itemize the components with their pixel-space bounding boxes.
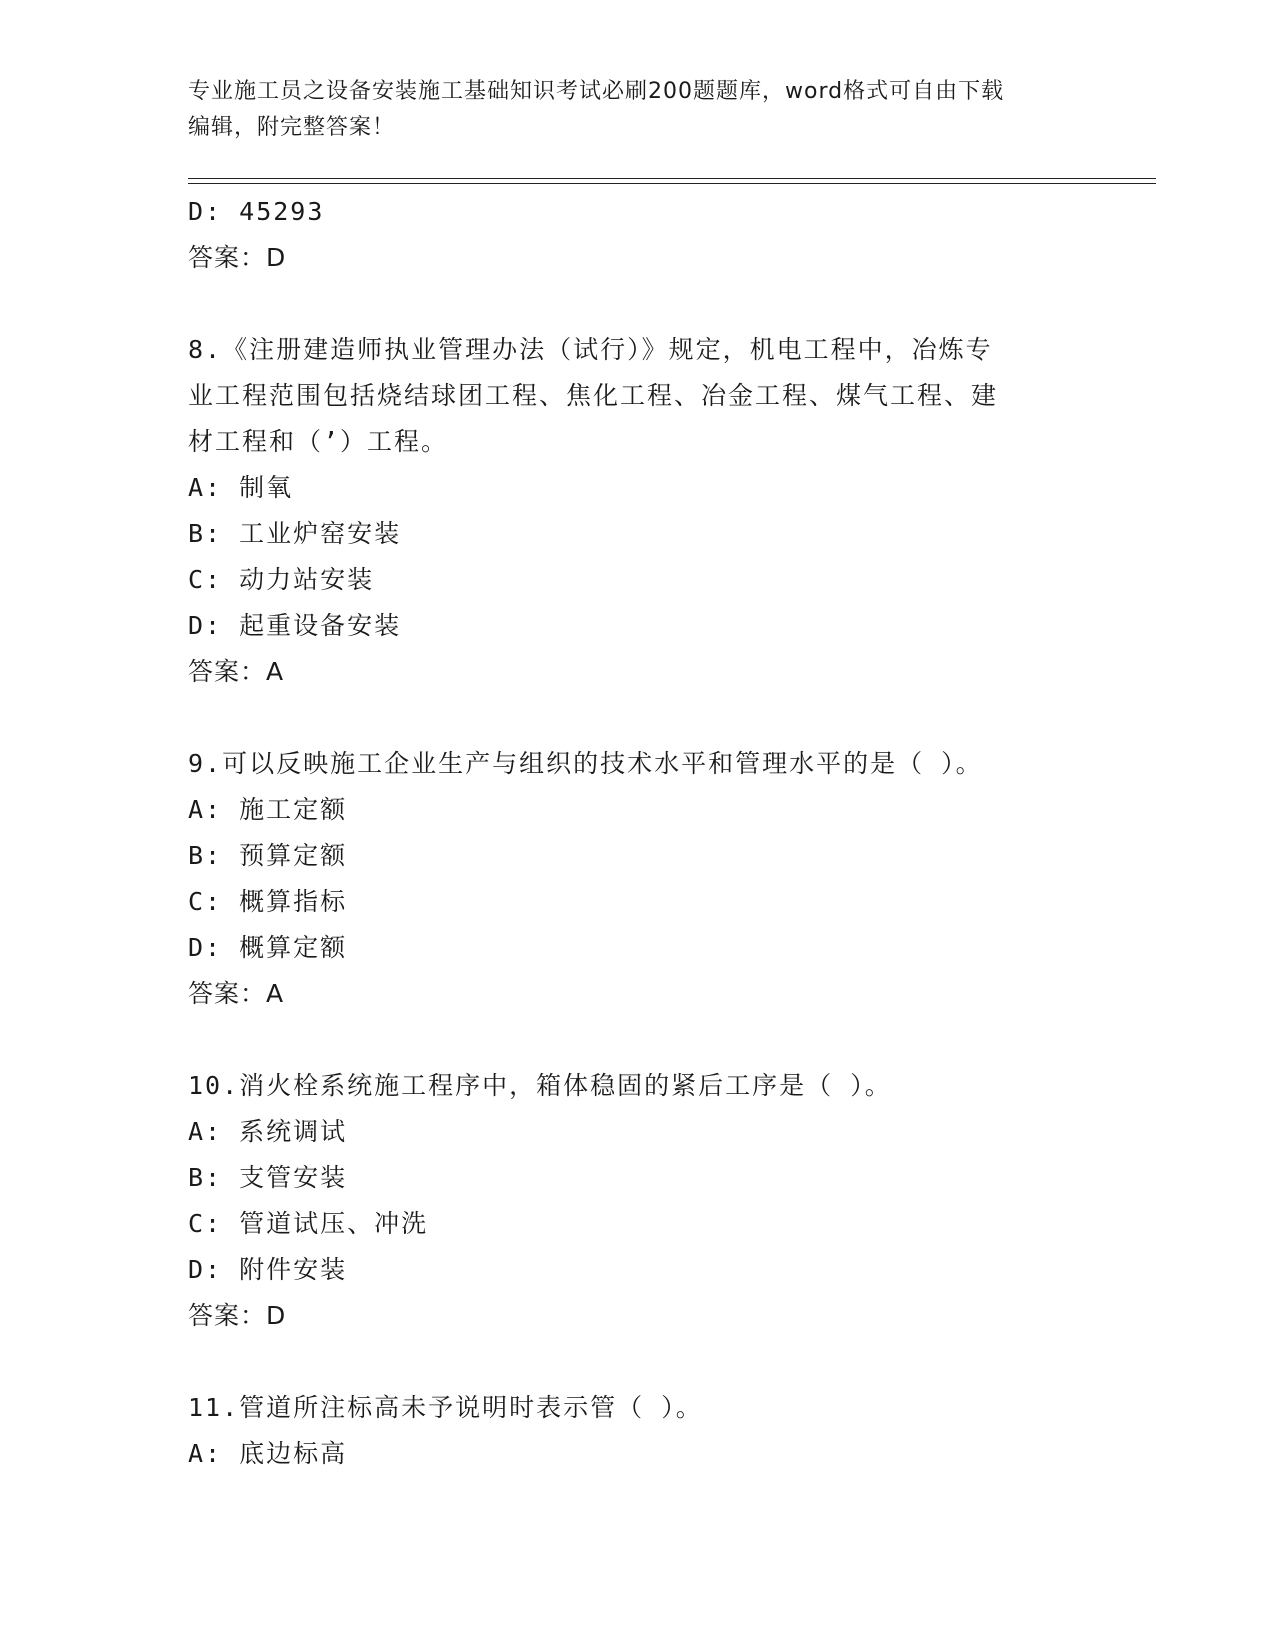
question-8-text-2: 业工程范围包括烧结球团工程、焦化工程、冶金工程、煤气工程、建 xyxy=(188,381,999,410)
option-d: D: 附件安装 xyxy=(188,1255,348,1284)
option-b: B: 支管安装 xyxy=(188,1163,348,1192)
page-header xyxy=(188,74,1068,146)
header-line-1: 专业施工员之设备安装施工基础知识考试必刷200题题库，word格式可自由下载 xyxy=(188,79,1005,104)
answer: 答案：A xyxy=(188,657,285,686)
option-c: C: 动力站安装 xyxy=(188,565,375,594)
option-a: A: 施工定额 xyxy=(188,795,348,824)
header-divider-top xyxy=(188,178,1156,179)
option-a: A: 底边标高 xyxy=(188,1439,348,1468)
question-11-text: 11.管道所注标高未予说明时表示管（ ）。 xyxy=(188,1393,703,1422)
question-8-text-1: 8.《注册建造师执业管理办法（试行）》规定，机电工程中，冶炼专 xyxy=(188,335,993,364)
question-10-text: 10.消火栓系统施工程序中，箱体稳固的紧后工序是（ ）。 xyxy=(188,1071,892,1100)
option-d: D: 概算定额 xyxy=(188,933,348,962)
answer: 答案：A xyxy=(188,979,285,1008)
option-d: D: 45293 xyxy=(188,197,325,226)
option-c: C: 概算指标 xyxy=(188,887,348,916)
option-d: D: 起重设备安装 xyxy=(188,611,402,640)
option-c: C: 管道试压、冲洗 xyxy=(188,1209,429,1238)
answer: 答案：D xyxy=(188,1301,287,1330)
answer: 答案：D xyxy=(188,243,287,272)
option-a: A: 系统调试 xyxy=(188,1117,348,1146)
option-a: A: 制氧 xyxy=(188,473,294,502)
option-b: B: 工业炉窑安装 xyxy=(188,519,402,548)
header-divider-bottom xyxy=(188,183,1156,184)
question-9-text: 9.可以反映施工企业生产与组织的技术水平和管理水平的是（ ）。 xyxy=(188,749,983,778)
header-line-2: 编辑，附完整答案！ xyxy=(188,115,396,140)
question-8-text-3: 材工程和（’）工程。 xyxy=(188,427,449,456)
document-body xyxy=(188,189,1068,1477)
option-b: B: 预算定额 xyxy=(188,841,348,870)
